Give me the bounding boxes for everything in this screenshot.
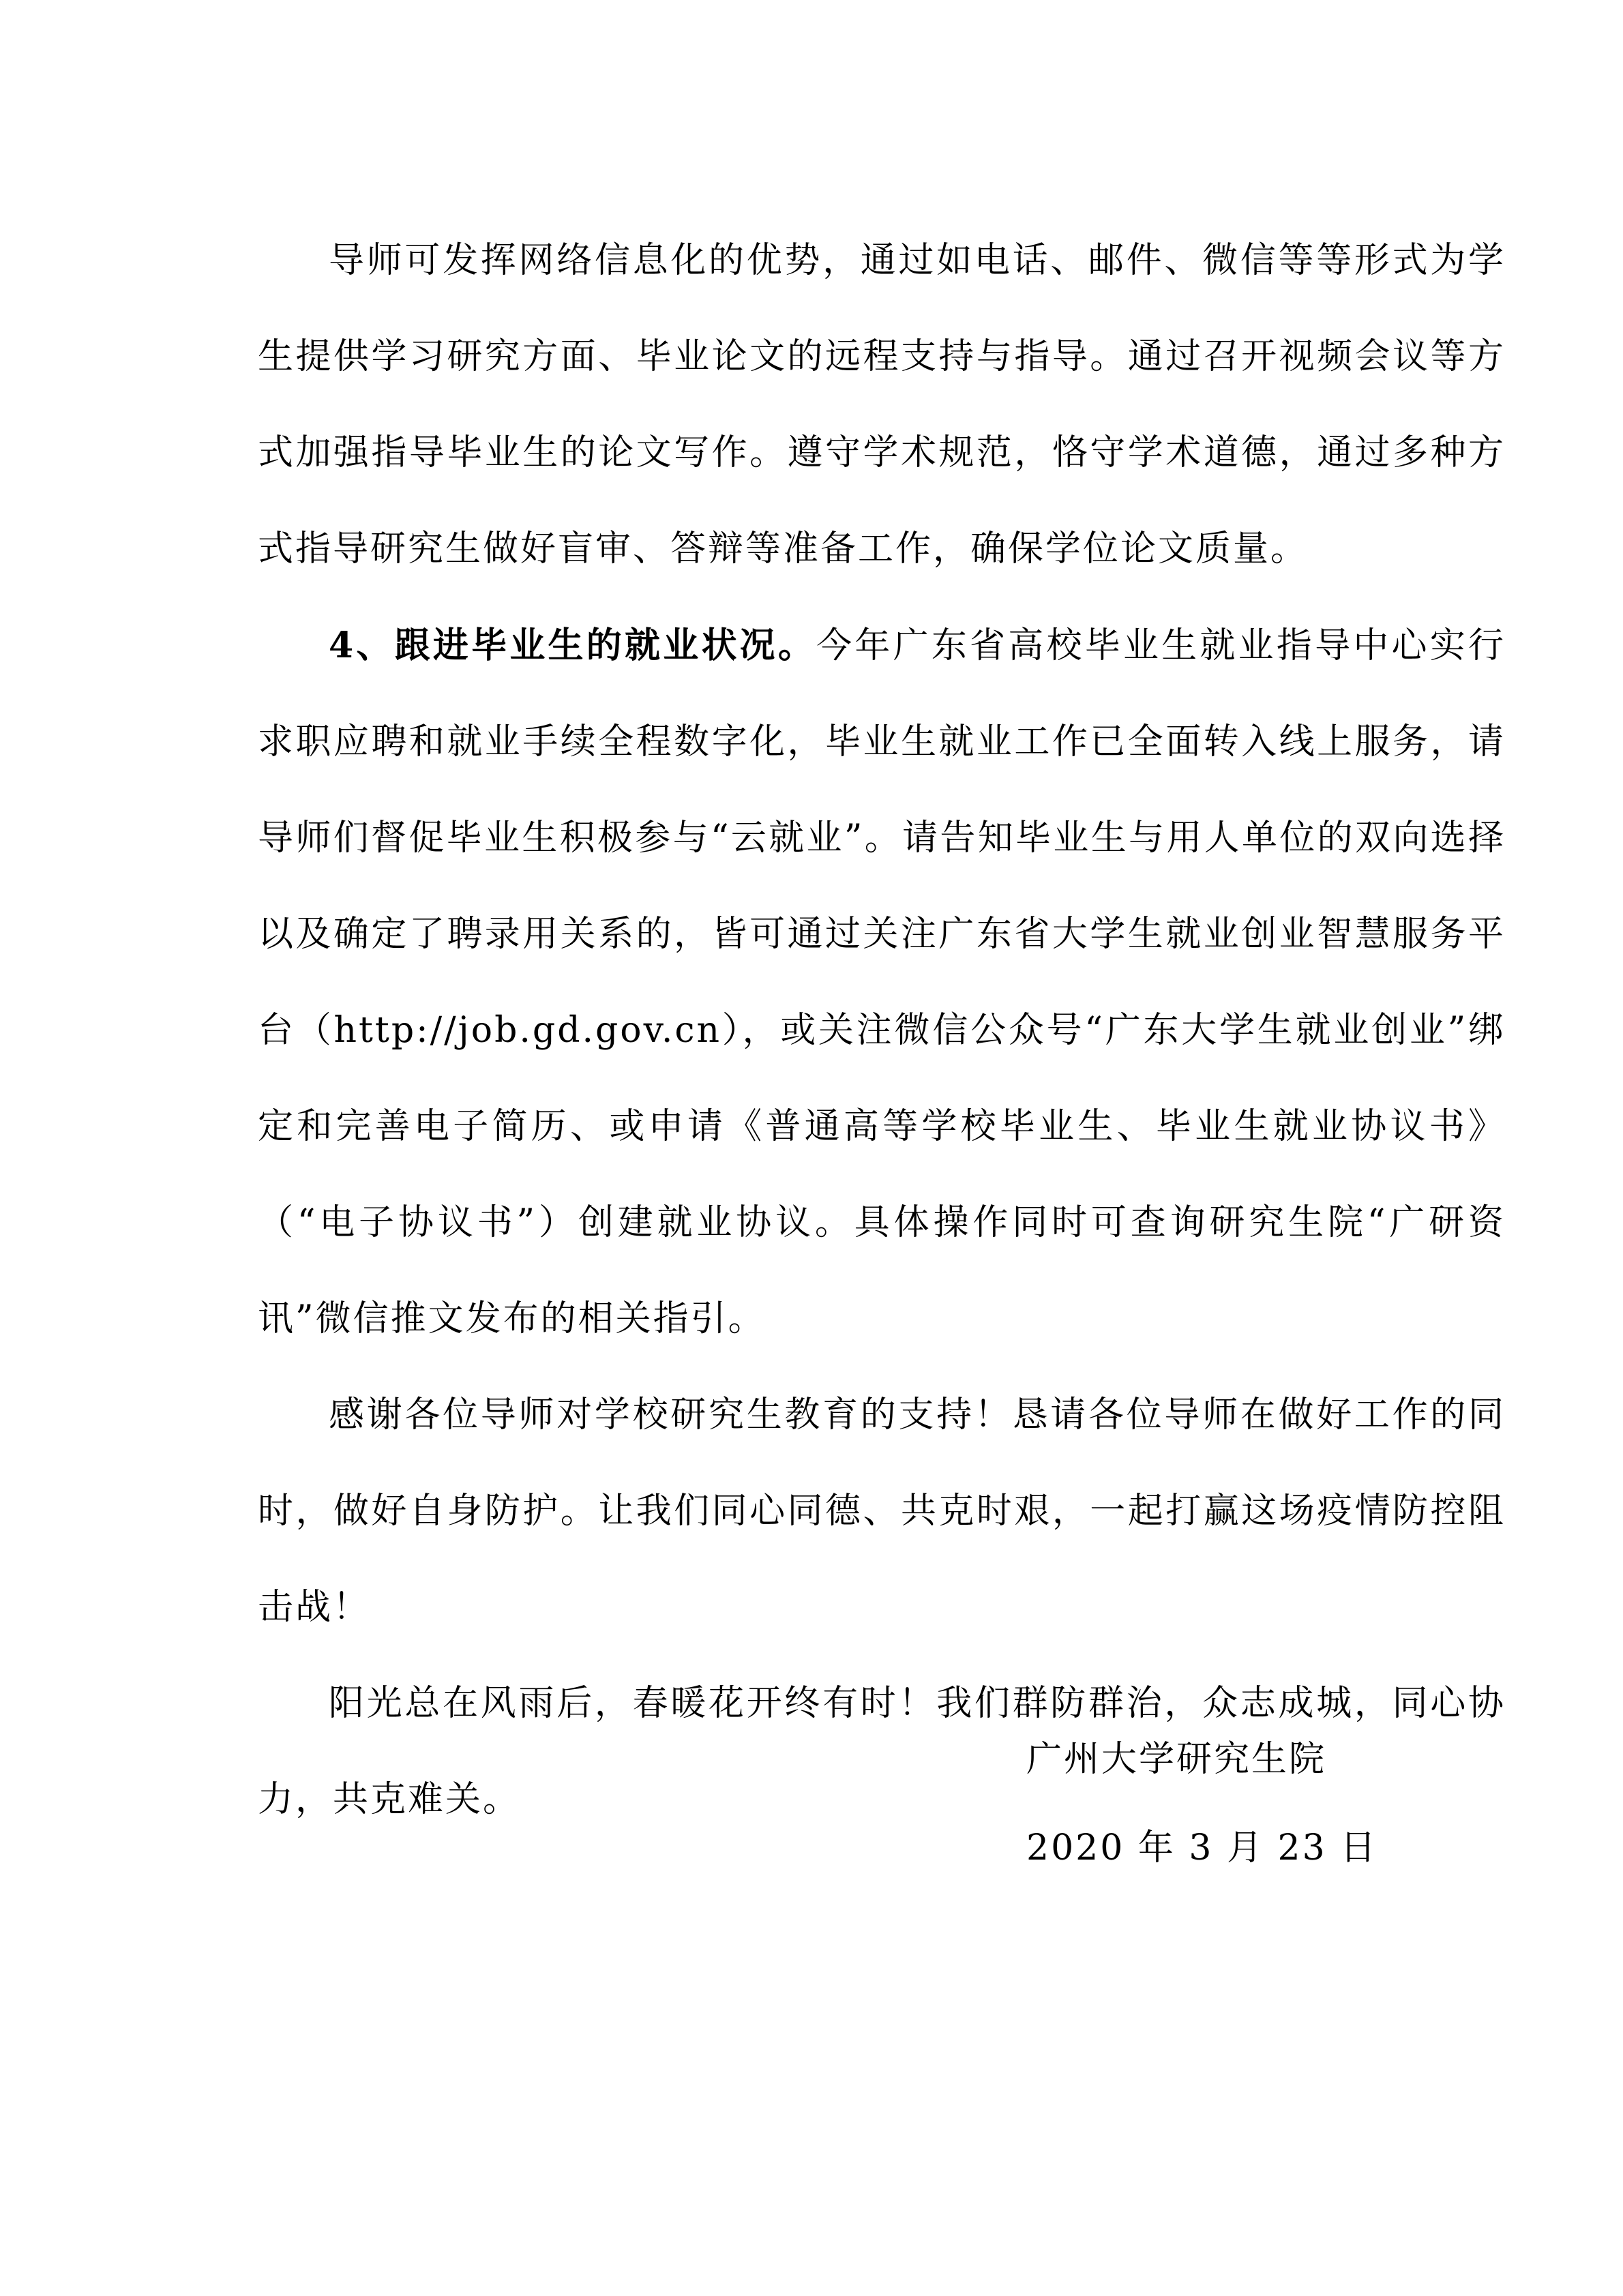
paragraph-text: 今年广东省高校毕业生就业指导中心实行求职应聘和就业手续全程数字化，毕业生就业工作已全面转入线上服务，请导师们督促毕业生积极参与“云就业”。请告知毕业生与用人单位的双向选择以及确定了聘录用关系的，皆可通过关注广东省大学生就业创业智慧服务平台（http://job.gd.gov.cn），或关注微信公众号“广东大学生就业创业”绑定和完善电子简历、或申请《普通高等学校毕业生、毕业生就业协议书》（“电子协议书”）创建就业协议。具体操作同时可查询研究生院“广研资讯”微信推文发布的相关指引。 [258,625,1506,1339]
document-body [258,213,1506,1848]
paragraph-text: 阳光总在风雨后，春暖花开终有时！我们群防群治，众志成城，同心协力，共克难关。 [258,1683,1506,1820]
section-heading: 4、跟进毕业生的就业状况。 [329,625,817,666]
paragraph-thanks [258,1367,1506,1656]
paragraph-remote-guidance [258,213,1506,597]
paragraph-text: 导师可发挥网络信息化的优势，通过如电话、邮件、微信等等形式为学生提供学习研究方面、毕业论文的远程支持与指导。通过召开视频会议等方式加强指导毕业生的论文写作。遵守学术规范，恪守学术道德，通过多种方式指导研究生做好盲审、答辩等准备工作，确保学位论文质量。 [258,240,1506,569]
paragraph-text: 感谢各位导师对学校研究生教育的支持！恳请各位导师在做好工作的同时，做好自身防护。让我们同心同德、共克时艰，一起打赢这场疫情防控阻击战！ [258,1395,1506,1628]
signature-organization: 广州大学研究生院 [1026,1739,1327,1780]
paragraph-employment [258,597,1506,1367]
signature-date: 2020 年 3 月 23 日 [1026,1828,1378,1868]
